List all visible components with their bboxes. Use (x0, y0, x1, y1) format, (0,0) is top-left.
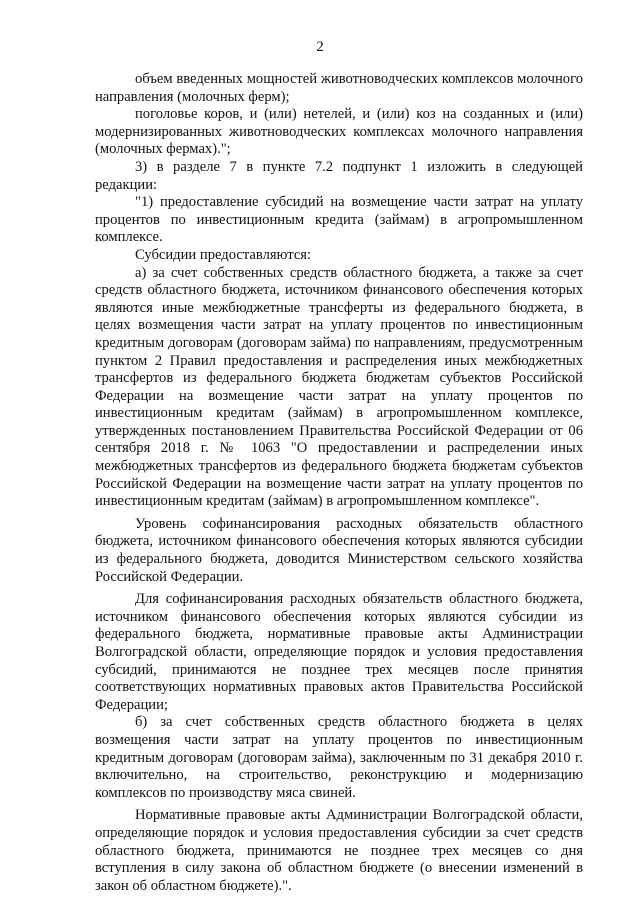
paragraph-6: а) за счет собственных средств областного бюджета, а также за счет средств областного бюджета, источником финансового обеспечения которых являются иные межбюджетные трансферты из федерального бюджета, в целях возмещения части затрат на уплату процентов по инвестиционным кредитным договорам (договорам займа) по направлениям, предусмотренным пунктом 2 Правил предоставления и распределения иных межбюджетных трансфертов из федерального бюджета бюджетам субъектов Российской Федерации на возмещение части затрат на уплату процентов по инвестиционным кредитам (займам) в агропромышленном комплексе, утвержденных постановлением Правительства Российской Федерации от 06 сентября 2018 г. № 1063 "О предоставлении и распределении иных межбюджетных трансфертов из федерального бюджета бюджетам субъектов Российской Федерации на возмещение части затрат на уплату процентов по инвестиционным кредитам (займам) в агропромышленном комплексе". (95, 264, 583, 510)
paragraph-3: 3) в разделе 7 в пункте 7.2 подпункт 1 изложить в следующей редакции: (95, 158, 583, 193)
page-number: 2 (316, 39, 324, 55)
paragraph-7: Уровень софинансирования расходных обязательств областного бюджета, источником финансового обеспечения которых являются субсидии из федерального бюджета, доводится Министерством сельского хозяйства Российской Федерации. (95, 515, 583, 585)
paragraph-1: объем введенных мощностей животноводческих комплексов молочного направления (молочных ферм); (95, 71, 583, 105)
paragraph-4: "1) предоставление субсидий на возмещение части затрат на уплату процентов по инвестиционным кредита (займам) в агропромышленном комплексе. (95, 194, 583, 246)
paragraph-9: б) за счет собственных средств областного бюджета в целях возмещения части затрат на уплату процентов по инвестиционным кредитным договорам (договорам займа), заключенным по 31 декабря 2010 г. включительно, на строительство, реконструкцию и модернизацию комплексов по производству мяса свиней. (95, 714, 583, 801)
paragraph-2: поголовье коров, и (или) нетелей, и (или) коз на созданных и (или) модернизированных животноводческих комплексах молочного направления (молочных фермах)."; (95, 106, 583, 158)
document-body (95, 71, 583, 895)
paragraph-10: Нормативные правовые акты Администрации Волгоградской области, определяющие порядок и условия предоставления субсидии за счет средств областного бюджета, принимаются не позднее трех месяцев со дня вступления в силу закона об областном бюджете (о внесении изменений в закон об областном бюджете).". (95, 807, 583, 894)
paragraph-8: Для софинансирования расходных обязательств областного бюджета, источником финансового обеспечения которых являются субсидии из федерального бюджета, нормативные правовые акты Администрации Волгоградской области, определяющие порядок и условия предоставления субсидий, принимаются не позднее трех месяцев после принятия соответствующих нормативных правовых актов Правительства Российской Федерации; (95, 591, 583, 713)
paragraph-5: Субсидии предоставляются: (135, 246, 312, 263)
